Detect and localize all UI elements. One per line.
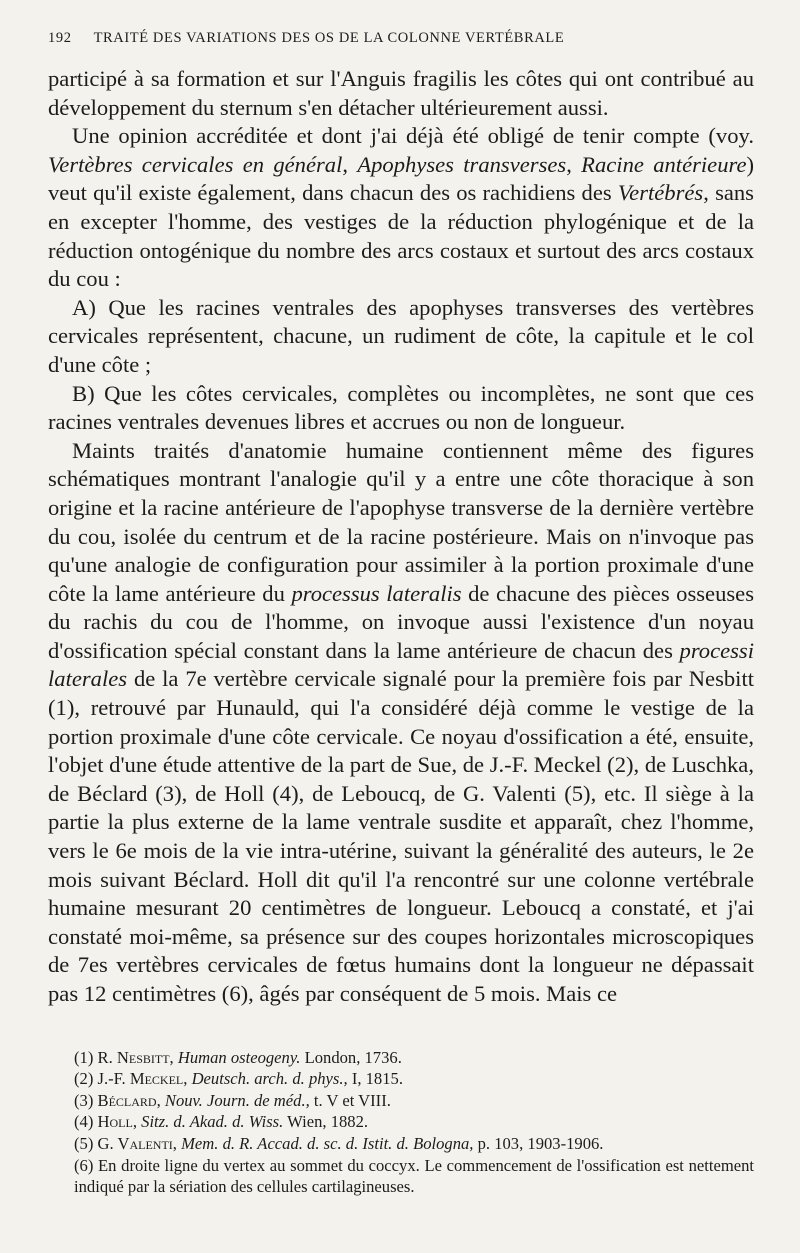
- footnote-details: I, 1815.: [351, 1069, 403, 1089]
- italic-span: processi laterales: [48, 637, 754, 692]
- running-title: TRAITÉ DES VARIATIONS DES OS DE LA COLONNE VERTÉBRALE: [93, 30, 565, 46]
- page-number: 192: [48, 30, 72, 46]
- footnote-title: Deutsch. arch. d. phys.,: [191, 1069, 348, 1089]
- text-span: ) veut qu'il existe également, dans chacun des os rachidiens des: [48, 151, 755, 206]
- main-text: [48, 65, 754, 1009]
- paragraph-5: [48, 437, 754, 1009]
- text-span: Une opinion accréditée et dont j'ai déjà été obligé de tenir compte (voy.: [72, 123, 754, 149]
- text-span: , sans en excepter l'homme, des vestiges de la réduction phylogénique et de la réduction ontogénique du nombre des arcs costaux et surtout des arcs costaux du cou :: [48, 180, 754, 292]
- footnote-author: G. Valenti,: [97, 1133, 177, 1153]
- footnote-text: En droite ligne du vertex au sommet du coccyx. Le commencement de l'ossification est nettement indiqué par la sériation des cellules cartilagineuses.: [74, 1155, 754, 1197]
- footnote-6: [48, 1155, 754, 1198]
- footnote-author: Béclard,: [97, 1090, 161, 1110]
- footnotes: [48, 1047, 754, 1198]
- italic-span: Vertèbres cervicales en général: [48, 151, 343, 177]
- italic-span: processus lateralis: [291, 580, 462, 606]
- footnote-number: (5): [74, 1133, 94, 1153]
- paragraph-3: A) Que les racines ventrales des apophyses transverses des vertèbres cervicales représentent, chacune, un rudiment de côte, la capitule et le col d'une côte ;: [48, 294, 754, 377]
- footnote-1: [48, 1047, 754, 1069]
- footnote-details: Wien, 1882.: [287, 1112, 369, 1132]
- italic-span: Apophyses transverses: [357, 151, 567, 177]
- footnote-title: Sitz. d. Akad. d. Wiss.: [141, 1112, 284, 1132]
- paragraph-4: B) Que les côtes cervicales, complètes ou incomplètes, ne sont que ces racines ventrales devenues libres et accrues ou non de longueur.: [48, 380, 754, 435]
- footnote-title: Nouv. Journ. de méd.,: [164, 1090, 310, 1110]
- footnote-3: [48, 1090, 754, 1112]
- text-span: ,: [342, 151, 358, 177]
- italic-span: Racine antérieure: [581, 151, 747, 177]
- footnote-number: (4): [74, 1112, 94, 1132]
- text-span: de la 7e vertèbre cervicale signalé pour la première fois par Nesbitt (1), retrouvé par Hunauld, qui l'a considéré déjà comme le vestige de la portion proximale d'une côte cervicale. Ce noyau d'ossification a été, ensuite, l'objet d'une étude attentive de la part de Sue, de J.-F. Meckel (2), de Luschka, de Béclard (3), de Holl (4), de Leboucq, de G. Valenti (5), etc. Il siège à la partie la plus externe de la lame ventrale susdite et apparaît, chez l'homme, vers le 6e mois de la vie intra-utérine, suivant la généralité des auteurs, le 2e mois suivant Béclard. Holl dit qu'il l'a rencontré sur une colonne vertébrale humaine mesurant 20 centimètres de longueur. Leboucq a constaté, et j'ai constaté moi-même, sa présence sur des coupes horizontales microscopiques de 7es vertèbres cervicales de fœtus humains dont la longueur ne dépassait pas 12 centimètres (6), âgés par conséquent de 5 mois. Mais ce: [48, 666, 754, 1006]
- text-span: Maints traités d'anatomie humaine contiennent même des figures schématiques montrant l'analogie qu'il y a entre une côte thoracique à son origine et la racine antérieure de l'apophyse transverse de la dernière vertèbre du cou, isolée du centrum et de la racine postérieure. Mais on n'invoque pas qu'une analogie de configuration pour assimiler à la portion proximale d'une côte la lame antérieure du: [48, 437, 754, 606]
- text-span: de chacune des pièces osseuses du rachis du cou de l'homme, on invoque aussi l'existence d'un noyau d'ossification spécial constant dans la lame antérieure de chacun des: [48, 580, 754, 663]
- footnote-5: [48, 1133, 754, 1155]
- footnote-number: (3): [74, 1090, 94, 1110]
- footnote-author: J.-F. Meckel,: [97, 1069, 188, 1089]
- italic-span: Vertébrés: [617, 180, 704, 206]
- footnote-author: R. Nesbitt,: [97, 1047, 174, 1067]
- paragraph-2: [48, 122, 754, 294]
- footnote-author: Holl,: [97, 1112, 137, 1132]
- footnote-details: London, 1736.: [304, 1047, 402, 1067]
- running-head: [48, 30, 754, 47]
- footnote-title: Mem. d. R. Accad. d. sc. d. Istit. d. Bologna,: [181, 1133, 474, 1153]
- footnote-number: (1): [74, 1047, 94, 1067]
- footnote-details: p. 103, 1903-1906.: [477, 1133, 604, 1153]
- footnote-4: [48, 1111, 754, 1133]
- footnote-2: [48, 1068, 754, 1090]
- text-span: ,: [566, 151, 582, 177]
- paragraph-1: participé à sa formation et sur l'Anguis fragilis les côtes qui ont contribué au développement du sternum s'en détacher ultérieurement aussi.: [48, 66, 754, 120]
- footnote-details: t. V et VIII.: [313, 1090, 391, 1110]
- footnote-number: (6): [74, 1155, 94, 1175]
- footnote-number: (2): [74, 1069, 94, 1089]
- footnote-title: Human osteogeny.: [177, 1047, 301, 1067]
